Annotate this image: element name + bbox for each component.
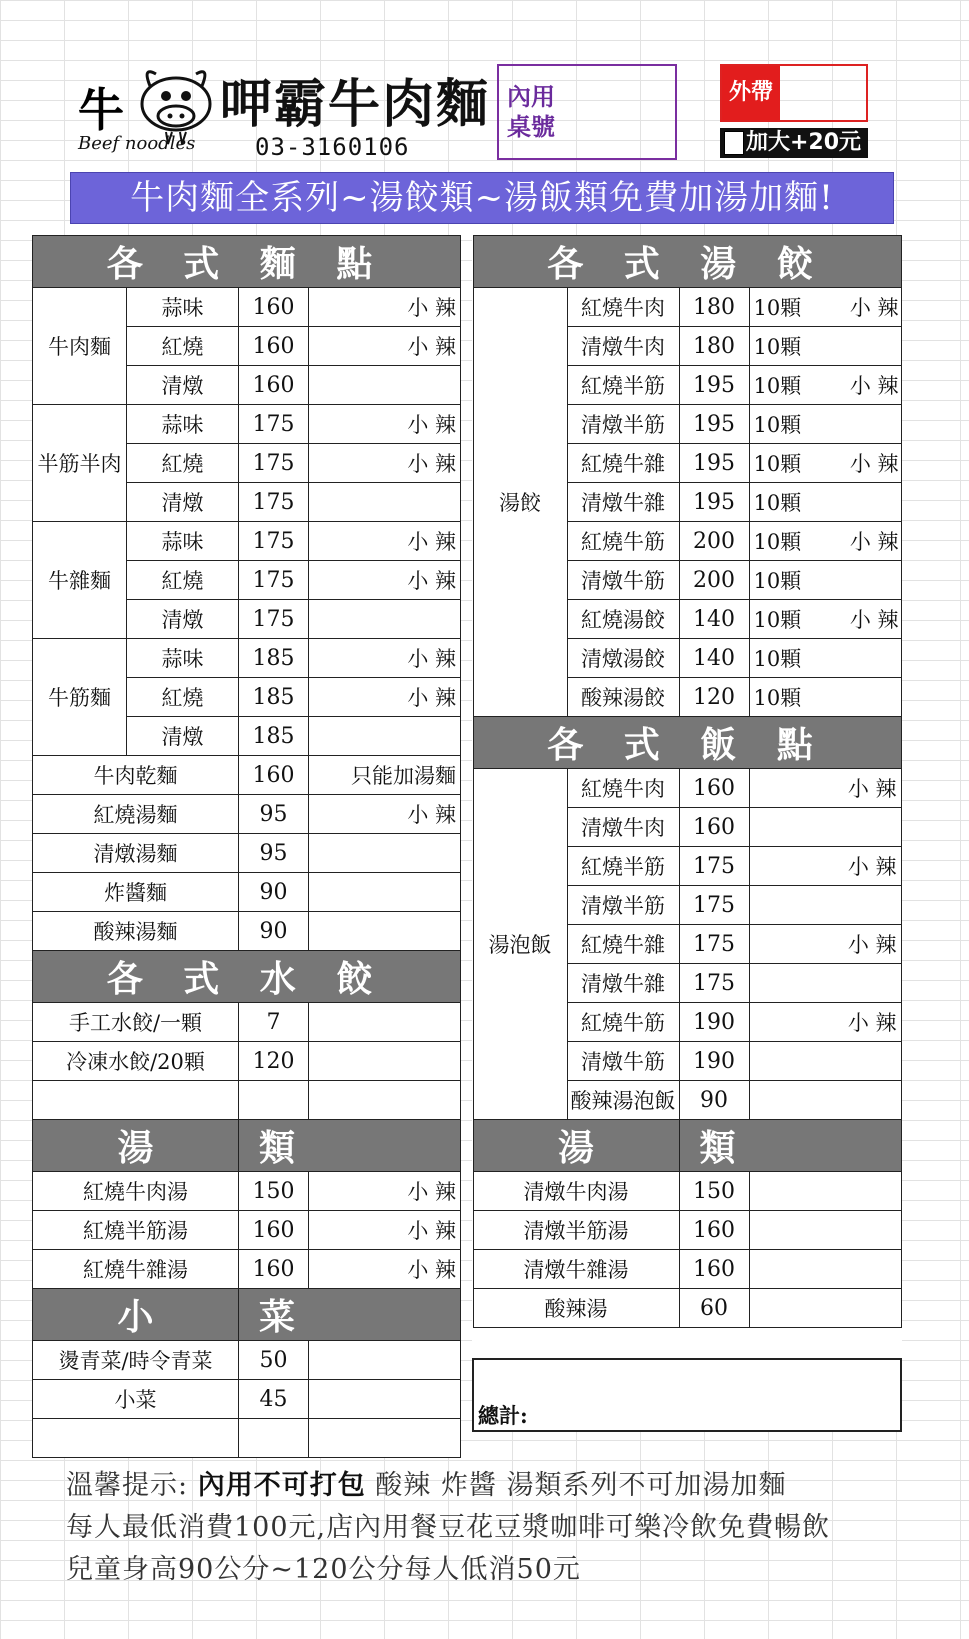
item-qty-note [749, 444, 901, 483]
logo-text: Beef noodles [78, 133, 196, 154]
menu-item-row[interactable] [33, 1341, 461, 1380]
item-price: 190 [679, 1003, 749, 1042]
item-qty: 10顆 [753, 374, 802, 398]
item-price: 175 [239, 405, 309, 444]
item-price: 160 [239, 1250, 309, 1289]
item-price: 175 [239, 483, 309, 522]
menu-item-row[interactable] [473, 1250, 901, 1289]
item-name [33, 1081, 239, 1120]
item-name: 清燉牛肉 [567, 808, 679, 847]
menu-item-row[interactable] [33, 522, 461, 561]
menu-item-row[interactable] [33, 405, 461, 444]
item-group: 牛筋麵 [33, 639, 127, 756]
item-qty: 10顆 [753, 530, 802, 554]
item-price: 150 [239, 1172, 309, 1211]
item-name: 紅燒牛筋 [567, 1003, 679, 1042]
item-note [309, 1380, 461, 1419]
item-name: 紅燒牛雜湯 [33, 1250, 239, 1289]
item-name: 清燉牛肉湯 [473, 1172, 679, 1211]
item-qty-note [749, 483, 901, 522]
item-name: 紅燒牛肉湯 [33, 1172, 239, 1211]
menu-item-row[interactable] [33, 756, 461, 795]
item-qty: 10顆 [753, 296, 802, 320]
item-note [309, 1003, 461, 1042]
soup-dumpling-section-title: 各 式 湯 餃 [473, 236, 901, 288]
item-note: 小 辣 [309, 1211, 461, 1250]
item-price: 160 [679, 1211, 749, 1250]
item-note: 小 辣 [849, 296, 899, 320]
section-header-row [33, 1289, 461, 1341]
item-name: 冷凍水餃/20顆 [33, 1042, 239, 1081]
side-dish-section-title-a: 小 [33, 1289, 239, 1341]
item-name: 紅燒牛雜 [567, 925, 679, 964]
item-note: 小 辣 [749, 769, 901, 808]
item-qty-note [749, 327, 901, 366]
item-price: 175 [239, 522, 309, 561]
item-group: 湯泡飯 [473, 769, 567, 1120]
item-name: 清燉 [127, 366, 239, 405]
left-menu-table [32, 235, 461, 1458]
menu-item-row[interactable] [33, 873, 461, 912]
item-name: 紅燒牛雜 [567, 444, 679, 483]
item-qty: 10顆 [753, 452, 802, 476]
item-group: 牛雜麵 [33, 522, 127, 639]
item-qty: 10顆 [753, 608, 802, 632]
section-header-row [473, 1120, 901, 1172]
dine-in-box[interactable] [497, 64, 677, 160]
item-name: 炸醬麵 [33, 873, 239, 912]
item-price: 160 [239, 1211, 309, 1250]
item-note [749, 1042, 901, 1081]
menu-item-row[interactable] [33, 1003, 461, 1042]
item-name: 酸辣湯 [473, 1289, 679, 1328]
item-qty: 10顆 [753, 335, 802, 359]
section-header-row [33, 236, 461, 288]
item-name: 清燉牛肉 [567, 327, 679, 366]
item-note: 小 辣 [309, 444, 461, 483]
item-note: 小 辣 [309, 288, 461, 327]
section-header-row [33, 1120, 461, 1172]
item-name: 紅燒 [127, 561, 239, 600]
item-price: 195 [679, 483, 749, 522]
menu-item-row[interactable] [33, 795, 461, 834]
right-soup-section-title-b: 類 [679, 1120, 901, 1172]
item-note [309, 912, 461, 951]
item-qty-note [749, 288, 901, 327]
item-group: 牛肉麵 [33, 288, 127, 405]
item-note [309, 483, 461, 522]
item-price: 90 [239, 873, 309, 912]
section-header-row [473, 717, 901, 769]
item-price: 175 [239, 600, 309, 639]
item-price: 95 [239, 795, 309, 834]
menu-item-row[interactable] [33, 1042, 461, 1081]
item-price: 90 [239, 912, 309, 951]
item-name: 清燉牛雜 [567, 964, 679, 1003]
item-note [309, 834, 461, 873]
item-name: 酸辣湯餃 [567, 678, 679, 717]
item-note: 小 辣 [309, 1172, 461, 1211]
table-number-label: 桌號 [507, 113, 555, 141]
item-note: 小 辣 [309, 1250, 461, 1289]
item-price: 7 [239, 1003, 309, 1042]
item-qty: 10顆 [753, 413, 802, 437]
item-name: 清燉半筋 [567, 886, 679, 925]
menu-item-row[interactable] [33, 1419, 461, 1458]
item-price: 175 [679, 925, 749, 964]
note-no-takeaway: 內用不可打包 [197, 1470, 366, 1501]
item-price: 195 [679, 405, 749, 444]
item-price: 195 [679, 444, 749, 483]
item-note [309, 1419, 461, 1458]
takeout-box[interactable] [720, 64, 868, 122]
item-note [749, 1250, 901, 1289]
item-price: 185 [239, 639, 309, 678]
item-name: 牛肉乾麵 [33, 756, 239, 795]
item-name: 紅燒 [127, 444, 239, 483]
right-soup-section-title-a: 湯 [473, 1120, 679, 1172]
item-note [749, 1172, 901, 1211]
header [0, 0, 969, 230]
item-price: 160 [239, 288, 309, 327]
item-name [33, 1419, 239, 1458]
item-qty-note [749, 405, 901, 444]
item-qty-note [749, 561, 901, 600]
item-name: 燙青菜/時令青菜 [33, 1341, 239, 1380]
item-price: 140 [679, 600, 749, 639]
item-price: 160 [239, 756, 309, 795]
item-price: 160 [679, 769, 749, 808]
item-name: 小菜 [33, 1380, 239, 1419]
item-name: 清燉湯麵 [33, 834, 239, 873]
item-name: 紅燒半筋 [567, 366, 679, 405]
menu-item-row[interactable] [473, 1289, 901, 1328]
notes [66, 1465, 946, 1591]
menu-item-row[interactable] [33, 1380, 461, 1419]
item-name: 清燉牛雜湯 [473, 1250, 679, 1289]
item-note: 只能加湯麵 [309, 756, 461, 795]
item-name: 紅燒湯餃 [567, 600, 679, 639]
item-note [309, 1081, 461, 1120]
item-note [309, 873, 461, 912]
item-price: 175 [239, 444, 309, 483]
item-note: 小 辣 [309, 405, 461, 444]
item-price: 45 [239, 1380, 309, 1419]
item-price: 160 [679, 1250, 749, 1289]
item-note [309, 600, 461, 639]
item-name: 清燉 [127, 483, 239, 522]
large-size-option[interactable] [720, 128, 868, 158]
item-name: 蒜味 [127, 405, 239, 444]
note-no-refill: 酸辣 炸醬 湯類系列不可加湯加麵 [375, 1470, 787, 1501]
item-note [309, 366, 461, 405]
item-price: 185 [239, 717, 309, 756]
item-name: 蒜味 [127, 288, 239, 327]
item-name: 紅燒牛肉 [567, 288, 679, 327]
takeout-label: 外帶 [722, 66, 780, 120]
item-price: 200 [679, 561, 749, 600]
item-note: 小 辣 [309, 639, 461, 678]
item-price: 180 [679, 288, 749, 327]
item-price [239, 1081, 309, 1120]
item-name: 清燉 [127, 717, 239, 756]
item-name: 紅燒牛筋 [567, 522, 679, 561]
note-line-1 [66, 1465, 946, 1507]
menu-item-row[interactable] [33, 1211, 461, 1250]
item-price: 175 [679, 886, 749, 925]
item-name: 清燉湯餃 [567, 639, 679, 678]
item-note: 小 辣 [749, 925, 901, 964]
item-note [309, 717, 461, 756]
note-heading: 溫馨提示: [66, 1470, 189, 1501]
item-name: 酸辣湯麵 [33, 912, 239, 951]
item-note [749, 1289, 901, 1328]
item-name: 蒜味 [127, 522, 239, 561]
item-name: 蒜味 [127, 639, 239, 678]
item-price: 200 [679, 522, 749, 561]
item-name: 清燉牛筋 [567, 561, 679, 600]
menu-item-row[interactable] [473, 1172, 901, 1211]
item-note: 小 辣 [749, 847, 901, 886]
section-header-row [33, 951, 461, 1003]
item-price: 175 [679, 847, 749, 886]
item-note [749, 886, 901, 925]
item-qty: 10顆 [753, 491, 802, 515]
item-name: 紅燒 [127, 678, 239, 717]
item-name: 酸辣湯泡飯 [567, 1081, 679, 1120]
item-note: 小 辣 [309, 678, 461, 717]
menu-item-row[interactable] [473, 288, 901, 327]
item-name: 手工水餃/一顆 [33, 1003, 239, 1042]
left-soup-section-title-b: 類 [239, 1120, 461, 1172]
large-size-label: 加大+20元 [746, 130, 862, 155]
item-price: 160 [239, 327, 309, 366]
phone-number: 03-3160106 [255, 133, 410, 161]
item-note: 小 辣 [849, 452, 899, 476]
item-price: 60 [679, 1289, 749, 1328]
item-note: 小 辣 [849, 608, 899, 632]
item-price: 185 [239, 678, 309, 717]
side-dish-section-title-b: 菜 [239, 1289, 461, 1341]
item-qty-note [749, 522, 901, 561]
item-qty-note [749, 366, 901, 405]
item-group: 湯餃 [473, 288, 567, 717]
item-note: 小 辣 [309, 522, 461, 561]
item-note: 小 辣 [849, 374, 899, 398]
menu-item-row[interactable] [33, 1172, 461, 1211]
menu-item-row[interactable] [33, 1250, 461, 1289]
item-price: 50 [239, 1341, 309, 1380]
noodles-section-title: 各 式 麵 點 [33, 236, 461, 288]
item-qty-note [749, 600, 901, 639]
large-checkbox[interactable] [724, 131, 744, 155]
total-row[interactable] [473, 1359, 901, 1431]
item-price: 120 [239, 1042, 309, 1081]
menu-item-row[interactable] [33, 288, 461, 327]
item-name: 紅燒湯麵 [33, 795, 239, 834]
total-label: 總計: [473, 1359, 901, 1431]
spacer-row [473, 1328, 901, 1360]
item-price: 175 [679, 964, 749, 1003]
item-note [749, 1081, 901, 1120]
item-name: 清燉牛筋 [567, 1042, 679, 1081]
item-note: 小 辣 [309, 561, 461, 600]
menu-item-row[interactable] [473, 769, 901, 808]
menu-item-row[interactable] [473, 1211, 901, 1250]
item-price [239, 1419, 309, 1458]
item-name: 紅燒 [127, 327, 239, 366]
item-price: 160 [239, 366, 309, 405]
promo-banner: 牛肉麵全系列~湯餃類~湯飯類免費加湯加麵! [70, 172, 894, 224]
shop-name: 呷霸牛肉麵 [220, 75, 491, 135]
item-price: 180 [679, 327, 749, 366]
svg-text:牛: 牛 [78, 83, 124, 137]
left-soup-section-title-a: 湯 [33, 1120, 239, 1172]
item-price: 160 [679, 808, 749, 847]
item-name: 紅燒牛肉 [567, 769, 679, 808]
item-note: 小 辣 [309, 327, 461, 366]
item-price: 150 [679, 1172, 749, 1211]
spacer-cell [473, 1328, 901, 1360]
item-name: 清燉牛雜 [567, 483, 679, 522]
item-name: 紅燒半筋湯 [33, 1211, 239, 1250]
item-price: 140 [679, 639, 749, 678]
section-header-row [473, 236, 901, 288]
item-name: 清燉半筋 [567, 405, 679, 444]
item-name: 紅燒半筋 [567, 847, 679, 886]
item-price: 175 [239, 561, 309, 600]
item-note: 小 辣 [749, 1003, 901, 1042]
item-price: 195 [679, 366, 749, 405]
item-qty-note [749, 639, 901, 678]
item-name: 清燉半筋湯 [473, 1211, 679, 1250]
item-note [749, 964, 901, 1003]
dumplings-section-title: 各 式 水 餃 [33, 951, 461, 1003]
rice-section-title: 各 式 飯 點 [473, 717, 901, 769]
item-qty: 10顆 [753, 686, 802, 710]
item-price: 190 [679, 1042, 749, 1081]
item-note [749, 1211, 901, 1250]
dine-in-label: 內用 [507, 83, 555, 111]
item-qty: 10顆 [753, 647, 802, 671]
item-price: 95 [239, 834, 309, 873]
menu-item-row[interactable] [33, 639, 461, 678]
item-note [749, 808, 901, 847]
item-qty-note [749, 678, 901, 717]
menu-item-row[interactable] [33, 834, 461, 873]
menu-item-row[interactable] [33, 912, 461, 951]
note-line-2: 每人最低消費100元,店內用餐豆花豆漿咖啡可樂冷飲免費暢飲 [66, 1512, 831, 1543]
menu-item-row[interactable] [33, 1081, 461, 1120]
item-note [309, 1042, 461, 1081]
item-group: 半筋半肉 [33, 405, 127, 522]
right-menu-table [472, 235, 902, 1432]
note-line-3: 兒童身高90公分~120公分每人低消50元 [66, 1554, 581, 1585]
item-note [309, 1341, 461, 1380]
item-price: 120 [679, 678, 749, 717]
item-price: 90 [679, 1081, 749, 1120]
item-name: 清燉 [127, 600, 239, 639]
item-note: 小 辣 [849, 530, 899, 554]
item-note: 小 辣 [309, 795, 461, 834]
item-qty: 10顆 [753, 569, 802, 593]
